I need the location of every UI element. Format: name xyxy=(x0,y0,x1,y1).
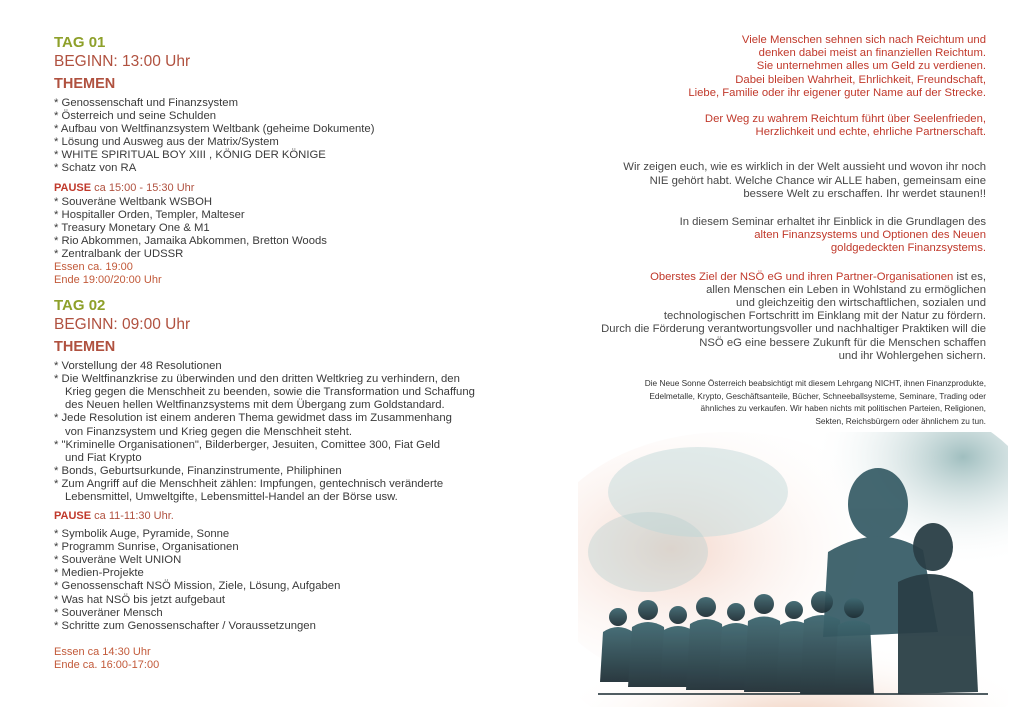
list-item: * Genossenschaft NSÖ Mission, Ziele, Lösung, Aufgaben xyxy=(54,580,341,593)
text-line: In diesem Seminar erhaltet ihr Einblick in die Grundlagen des xyxy=(679,216,986,229)
day2-pause xyxy=(54,510,524,523)
item-continuation: Lebensmittel, Umweltgifte, Lebensmittel-Handel an der Börse usw. xyxy=(65,490,398,503)
text-line: allen Menschen ein Leben in Wohlstand zu ermöglichen xyxy=(706,283,986,296)
program-column xyxy=(54,34,524,672)
day2-end: Ende ca. 16:00-17:00 xyxy=(54,658,160,671)
list-item: * WHITE SPIRITUAL BOY XIII , KÖNIG DER KÖNIGE xyxy=(54,149,326,162)
list-item xyxy=(54,465,524,478)
item-text: * Vorstellung der 48 Resolutionen xyxy=(54,360,222,373)
day1-pause xyxy=(54,182,524,195)
list-item: * Lösung und Ausweg aus der Matrix/System xyxy=(54,136,279,149)
text-line: denken dabei meist an finanziellen Reichtum. xyxy=(758,47,986,60)
item-text: * Jede Resolution ist einem anderen Thema gewidmet dass im Zusammenhang xyxy=(54,412,452,425)
text-line: Viele Menschen sehnen sich nach Reichtum und xyxy=(741,34,986,46)
list-item xyxy=(54,478,524,504)
pause-label: PAUSE xyxy=(54,181,92,194)
item-text: * Bonds, Geburtsurkunde, Finanzinstrumente, Philiphinen xyxy=(54,464,342,477)
day2-topics-list-2 xyxy=(54,528,524,633)
list-item: * Aufbau von Weltfinanzsystem Weltbank (geheime Dokumente) xyxy=(54,123,375,136)
text-line: Oberstes Ziel der NSÖ eG und ihren Partner-Organisationen xyxy=(650,270,954,283)
text-line: ähnliches zu verkaufen. Wir haben nichts mit politischen Parteien, Religionen, xyxy=(700,403,986,414)
text-line: technologischen Fortschritt im Einklang mit der Natur zu fördern. xyxy=(663,310,986,323)
list-item: * Österreich und seine Schulden xyxy=(54,110,217,123)
text-line: Liebe, Familie oder ihr eigener guter Name auf der Strecke. xyxy=(688,86,986,99)
text-line: Sie unternehmen alles um Geld zu verdienen. xyxy=(756,60,986,73)
list-item: * Souveräner Mensch xyxy=(54,606,163,619)
seminar-paragraph xyxy=(560,216,986,256)
day2-topics-heading: THEMEN xyxy=(54,339,116,356)
list-item: * Hospitaller Orden, Templer, Malteser xyxy=(54,208,245,221)
text-line: NIE gehört habt. Welche Chance wir ALLE haben, gemeinsam eine xyxy=(649,174,986,187)
goal-paragraph xyxy=(560,271,986,363)
pause-label: PAUSE xyxy=(54,510,92,523)
text-line: ist es, xyxy=(953,270,986,283)
list-item xyxy=(54,439,524,465)
item-continuation: und Fiat Krypto xyxy=(65,451,142,464)
item-continuation: des Neuen hellen Weltfinanzsystems mit dem Übergang zum Goldstandard. xyxy=(65,399,445,412)
list-item: * Was hat NSÖ bis jetzt aufgebaut xyxy=(54,593,226,606)
day1-dinner: Essen ca. 19:00 xyxy=(54,261,133,274)
list-item xyxy=(54,360,524,373)
list-item: * Schritte zum Genossenschafter / Voraussetzungen xyxy=(54,619,316,632)
list-item: * Treasury Monetary One & M1 xyxy=(54,221,210,234)
seminar-audience-illustration xyxy=(578,432,1008,707)
list-item xyxy=(54,412,524,438)
list-item: * Rio Abkommen, Jamaika Abkommen, Bretton Woods xyxy=(54,234,327,247)
disclaimer xyxy=(560,377,986,427)
text-line: goldgedeckten Finanzsystems. xyxy=(830,242,986,255)
day1-end: Ende 19:00/20:00 Uhr xyxy=(54,274,162,287)
text-line: und gleichzeitig den wirtschaftlichen, sozialen und xyxy=(736,297,986,310)
list-item: * Souveräne Weltbank WSBOH xyxy=(54,195,213,208)
item-text: * "Kriminelle Organisationen", Bilderberger, Jesuiten, Comittee 300, Fiat Geld xyxy=(54,438,441,451)
day2-start-time: BEGINN: 09:00 Uhr xyxy=(54,316,191,334)
day1-topics-list-2 xyxy=(54,196,524,261)
list-item: * Medien-Projekte xyxy=(54,567,144,580)
list-item xyxy=(54,373,524,412)
day1-topics-list xyxy=(54,97,524,176)
item-text: * Die Weltfinanzkrise zu überwinden und den dritten Weltkrieg zu verhindern, den xyxy=(54,373,460,386)
item-continuation: von Finanzsystem und Krieg gegen die Menschheit steht. xyxy=(65,425,352,438)
text-line: Sekten, Reichsbürgern oder ähnlichem zu tun. xyxy=(815,415,986,426)
day2-tag: TAG 02 xyxy=(54,297,106,315)
day1-topics-heading: THEMEN xyxy=(54,76,116,92)
item-continuation: Krieg gegen die Menschheit zu beenden, sowie die Transformation und Schaffung xyxy=(65,386,475,399)
list-item: * Genossenschaft und Finanzsystem xyxy=(54,97,238,109)
text-line: bessere Welt zu erschaffen. Ihr werdet staunen!! xyxy=(743,187,986,200)
list-item: * Zentralbank der UDSSR xyxy=(54,247,184,260)
text-line: Der Weg zu wahrem Reichtum führt über Seelenfrieden, xyxy=(704,113,986,126)
intro-paragraph xyxy=(560,34,986,100)
promise-paragraph xyxy=(560,161,986,201)
text-line: und ihr Wohlergehen sichern. xyxy=(838,349,986,362)
description-column xyxy=(560,34,986,427)
text-line: Edelmetalle, Krypto, Geschäftsanteile, Bücher, Schneeballsysteme, Seminare, Trading oder xyxy=(649,390,986,401)
list-item: * Souveräne Welt UNION xyxy=(54,554,182,567)
day1-start-time: BEGINN: 13:00 Uhr xyxy=(54,53,191,70)
list-item: * Programm Sunrise, Organisationen xyxy=(54,541,239,554)
wealth-paragraph xyxy=(560,113,986,139)
text-line: Herzlichkeit und echte, ehrliche Partnerschaft. xyxy=(755,126,986,139)
pause-time: ca 15:00 - 15:30 Uhr xyxy=(91,181,195,194)
day2-topics-list xyxy=(54,360,524,504)
day2-lunch: Essen ca 14:30 Uhr xyxy=(54,645,151,658)
text-line: alten Finanzsystems und Optionen des Neuen xyxy=(754,229,986,242)
day1-tag: TAG 01 xyxy=(54,34,106,51)
text-line: Dabei bleiben Wahrheit, Ehrlichkeit, Freundschaft, xyxy=(735,73,986,86)
item-text: * Zum Angriff auf die Menschheit zählen: Impfungen, gentechnisch veränderte xyxy=(54,477,444,490)
text-line: NSÖ eG eine bessere Zukunft für die Menschen schaffen xyxy=(699,336,986,349)
text-line: Die Neue Sonne Österreich beabsichtigt mit diesem Lehrgang NICHT, ihnen Finanzprodukte, xyxy=(644,378,986,389)
text-line: Durch die Förderung verantwortungsvoller und nachhaltiger Praktiken will die xyxy=(601,323,986,336)
text-line: Wir zeigen euch, wie es wirklich in der Welt aussieht und wovon ihr noch xyxy=(623,161,986,174)
list-item: * Schatz von RA xyxy=(54,162,137,175)
list-item: * Symbolik Auge, Pyramide, Sonne xyxy=(54,528,230,541)
pause-time: ca 11-11:30 Uhr. xyxy=(91,510,174,523)
